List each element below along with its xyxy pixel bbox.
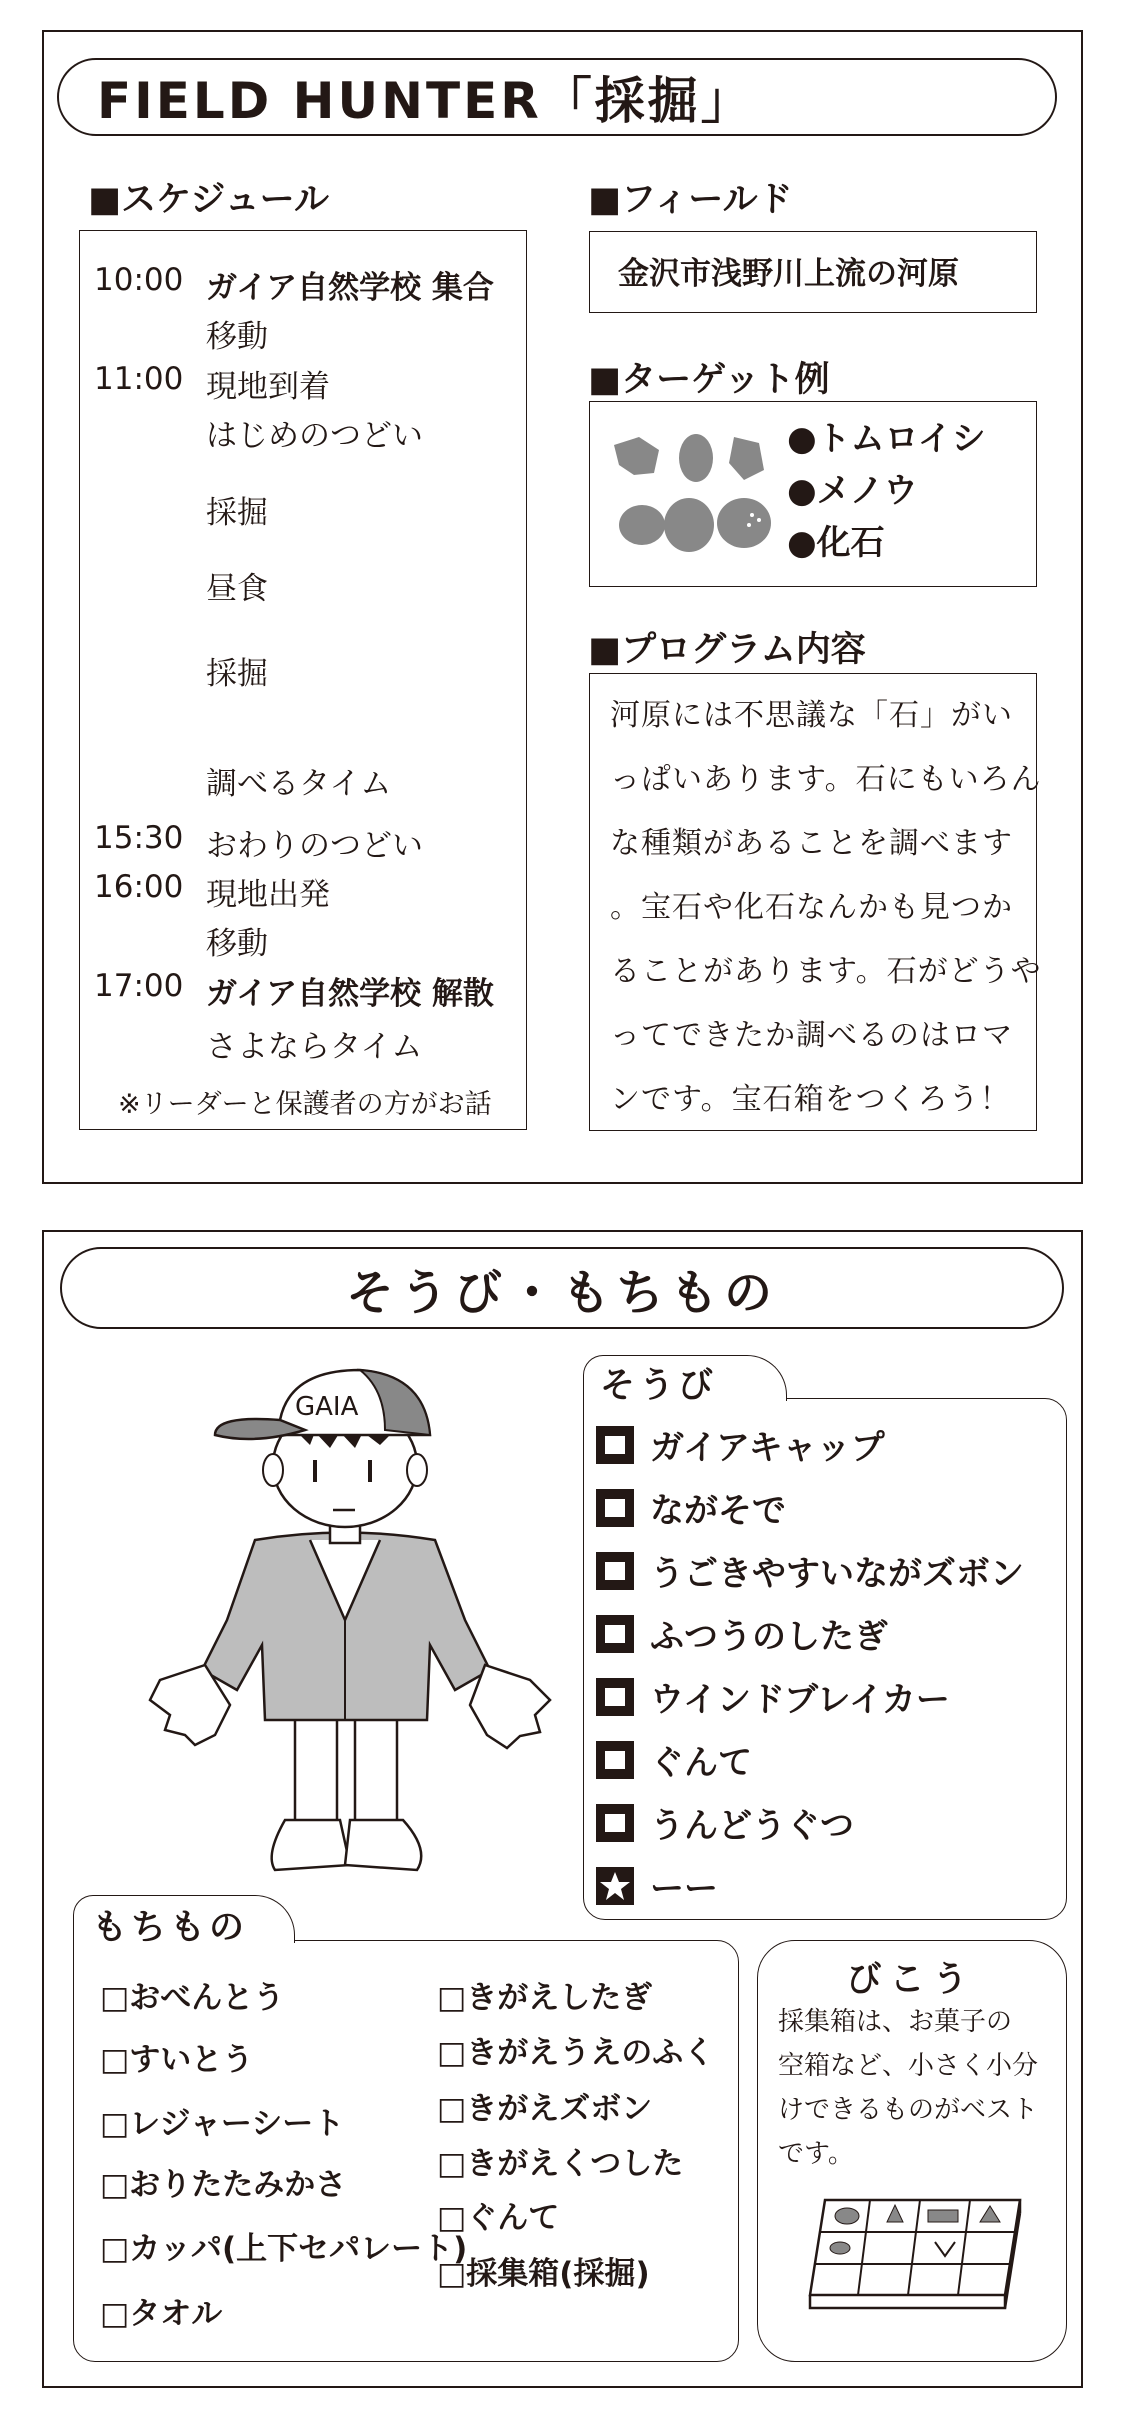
mochimono-item: □きがえしたぎ	[437, 1980, 653, 2016]
soubi-item	[596, 1609, 888, 1658]
program-line: ンです。宝石箱をつくろう！	[610, 1082, 1011, 1117]
windbreaker-icon	[596, 1678, 634, 1716]
target-list	[787, 413, 986, 569]
gear-title-bar	[60, 1247, 1064, 1329]
soubi-item	[596, 1672, 950, 1721]
mochimono-item: □採集箱(採掘)	[437, 2256, 650, 2292]
schedule-activity: おわりのつどい	[206, 828, 423, 864]
schedule-activity: 昼食	[206, 571, 268, 607]
schedule-activity: はじめのつどい	[206, 418, 423, 454]
schedule-note: ※リーダーと保護者の方がお話	[118, 1089, 492, 1120]
schedule-time: 10:00	[94, 262, 184, 298]
stone-shape	[717, 498, 771, 548]
underwear-icon	[596, 1615, 634, 1653]
mochimono-item: □おりたたみかさ	[100, 2167, 347, 2203]
biko-text	[778, 2000, 1038, 2176]
schedule-activity: さよならタイム	[206, 1029, 423, 1065]
schedule-activity: 移動	[206, 319, 268, 355]
soubi-item	[596, 1798, 854, 1847]
mochimono-item: □すいとう	[100, 2042, 254, 2078]
stone-shape	[729, 437, 764, 480]
mochimono-item: □タオル	[100, 2296, 223, 2332]
page-title-bar	[57, 58, 1057, 136]
character-illustration	[145, 1360, 595, 1900]
program-line: な種類があることを調べます	[610, 826, 1013, 861]
mochimono-item: □きがえくつした	[437, 2146, 684, 2182]
schedule-activity: ガイア自然学校 集合	[206, 270, 494, 306]
program-line: ってできたか調べるのはロマ	[610, 1018, 1013, 1053]
soubi-item	[596, 1735, 752, 1784]
schedule-time: 15:30	[94, 820, 184, 856]
biko-line: です。	[778, 2139, 854, 2169]
mochimono-item: □おべんとう	[100, 1980, 285, 2016]
stone-shape	[619, 505, 665, 545]
program-line: 。宝石や化石なんかも見つか	[610, 890, 1013, 925]
soubi-item	[596, 1861, 718, 1910]
schedule-activity: 現地到着	[206, 369, 330, 405]
field-value: 金沢市浅野川上流の河原	[618, 256, 959, 292]
program-line: ることがあります。石がどうや	[610, 954, 1042, 989]
gear-title: そうび・もちもの	[345, 1264, 778, 1321]
target-heading: ■ターゲット例	[588, 360, 830, 400]
star-icon	[596, 1867, 634, 1905]
schedule-activity: 現地出発	[206, 877, 330, 913]
mochimono-label: もちもの	[92, 1908, 249, 1948]
cap-icon	[596, 1426, 634, 1464]
soubi-item-label: ぐんて	[650, 1743, 752, 1783]
program-line: 河原には不思議な「石」がい	[610, 698, 1013, 733]
biko-line: 採集箱は、お菓子の	[778, 2007, 1013, 2037]
program-line: っぱいあります。石にもいろん	[610, 762, 1042, 797]
collection-box-illustration	[795, 2180, 1035, 2310]
schedule-time: 16:00	[94, 869, 184, 905]
soubi-item	[596, 1420, 885, 1469]
program-text	[610, 684, 1042, 1132]
stone-shape	[664, 498, 714, 552]
schedule-activity: 採掘	[206, 656, 268, 692]
soubi-item	[596, 1483, 786, 1532]
stone-shape	[614, 437, 659, 475]
sneakers-icon	[596, 1804, 634, 1842]
soubi-item-label: ふつうのしたぎ	[650, 1617, 888, 1657]
biko-title: びこう	[846, 1960, 976, 2000]
target-item: ●メノウ	[787, 471, 918, 511]
target-item: ●トムロイシ	[787, 419, 986, 459]
soubi-item-label: うごきやすいながズボン	[650, 1554, 1024, 1594]
schedule-activity: ガイア自然学校 解散	[206, 976, 494, 1012]
mochimono-item: □きがえズボン	[437, 2091, 653, 2127]
biko-line: 空箱など、小さく小分	[778, 2051, 1039, 2081]
pants-icon	[596, 1552, 634, 1590]
soubi-item	[596, 1546, 1024, 1595]
schedule-activity: 調べるタイム	[206, 766, 392, 802]
long-sleeve-shirt-icon	[596, 1489, 634, 1527]
field-heading: ■フィールド	[588, 180, 793, 220]
program-heading: ■プログラム内容	[588, 630, 866, 670]
mochimono-item: □カッパ(上下セパレート)	[100, 2231, 468, 2267]
soubi-item-label: ウインドブレイカー	[650, 1680, 950, 1720]
soubi-label: そうび	[600, 1366, 718, 1406]
schedule-time: 17:00	[94, 968, 184, 1004]
page-title: FIELD HUNTER「採掘」	[97, 72, 754, 130]
stones-illustration	[604, 425, 784, 560]
schedule-activity: 採掘	[206, 495, 268, 531]
stone-shape	[679, 434, 713, 482]
schedule-activity: 移動	[206, 926, 268, 962]
biko-line: けできるものがベスト	[778, 2095, 1039, 2125]
schedule-time: 11:00	[94, 361, 184, 397]
mochimono-item: □レジャーシート	[100, 2106, 345, 2142]
soubi-item-label: ながそで	[650, 1491, 786, 1531]
mochimono-item: □ぐんて	[437, 2200, 560, 2236]
cap-text: GAIA	[295, 1392, 359, 1422]
soubi-item-label: ガイアキャップ	[650, 1428, 885, 1468]
schedule-heading: ■スケジュール	[88, 180, 329, 220]
gloves-icon	[596, 1741, 634, 1779]
soubi-item-label: うんどうぐつ	[650, 1806, 854, 1846]
target-item: ●化石	[787, 523, 885, 563]
mochimono-item: □きがえうえのふく	[437, 2035, 715, 2071]
soubi-item-label: ーー	[650, 1869, 718, 1909]
